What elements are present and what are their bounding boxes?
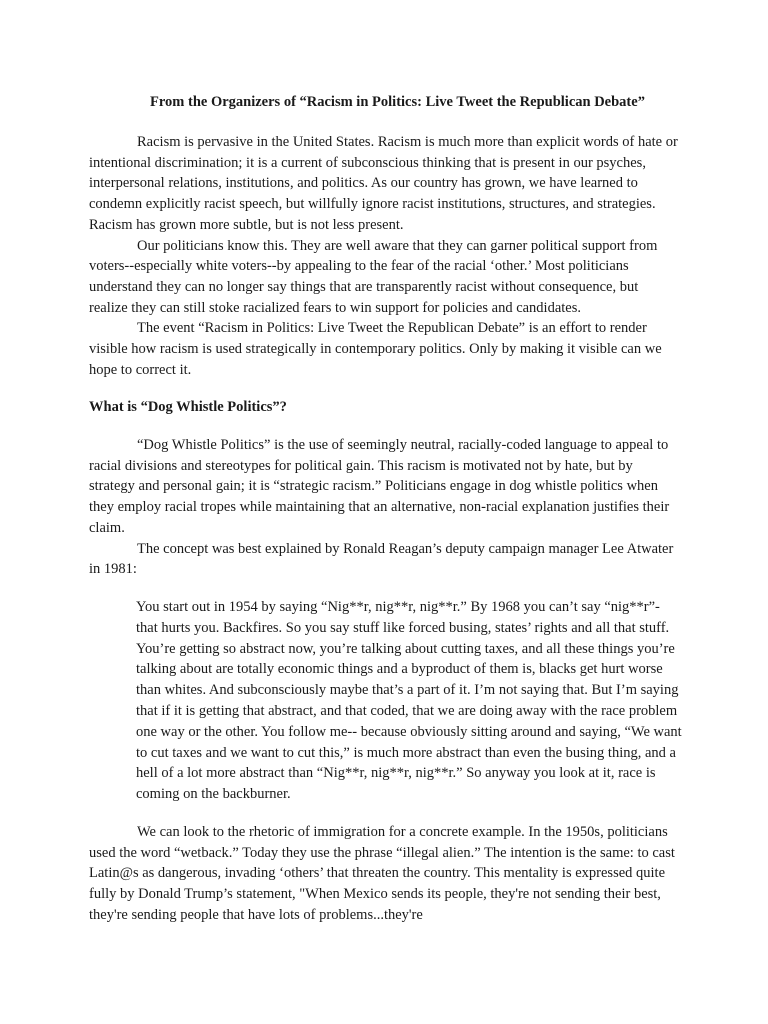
section-paragraph-2: The concept was best explained by Ronald Reagan’s deputy campaign manager Lee Atwater in 1981: (89, 540, 674, 578)
quote-text: You start out in 1954 by saying “Nig**r, nig**r, nig**r.” By 1968 you can’t say “nig**r”- that hurts you. Backfires. So you say stuff like forced busing, states’ rights and all that stuff. You’re getting so abstract now, you’re talking about cutting taxes, and all these things you’re talking about are totally economic things and a byproduct of them is, blacks get hurt worse than whites. And subconsciously maybe that’s a part of it. I’m not saying that. But I’m saying that if it is getting that abstract, and that coded, that we are doing away with the race problem one way or the other. You follow me-- because obviously sitting around and saying, “We want to cut taxes and we want to cut this,” is much more abstract than even the busing thing, and a hell of a lot more abstract than “Nig**r, nig**r, nig**r.” So anyway you look at it, race is coming on the backburner. (136, 599, 682, 803)
dog-whistle-section (89, 435, 679, 580)
intro-paragraph-2: Our politicians know this. They are well aware that they can garner political support from voters--especially white voters--by appealing to the fear of the racial ‘other.’ Most politicians understand they can no longer say things that are transparently racist without consequence, but realize they can still stoke racialized fears to win support for policies and candidates. (89, 237, 658, 316)
closing-section (89, 822, 679, 926)
section-heading: What is “Dog Whistle Politics”? (89, 399, 287, 415)
intro-section (89, 132, 679, 380)
atwater-quote (136, 597, 684, 805)
section-paragraph-1: “Dog Whistle Politics” is the use of seemingly neutral, racially-coded language to appeal to racial divisions and stereotypes for political gain. This racism is motivated not by hate, but by strategy and personal gain; it is “strategic racism.” Politicians engage in dog whistle politics when they employ racial tropes while maintaining that an alternative, non-racial explanation justifies their claim. (89, 437, 670, 536)
intro-paragraph-3: The event “Racism in Politics: Live Tweet the Republican Debate” is an effort to render visible how racism is used strategically in contemporary politics. Only by making it visible can we hope to correct it. (89, 320, 662, 378)
intro-paragraph-1: Racism is pervasive in the United States. Racism is much more than explicit words of hate or intentional discrimination; it is a current of subconscious thinking that is present in our psyches, interpersonal relations, institutions, and politics. As our country has grown, we have learned to condemn explicitly racist speech, but willfully ignore racist institutions, structures, and strategies. Racism has grown more subtle, but is not less present. (89, 134, 678, 233)
document-title: From the Organizers of “Racism in Politics: Live Tweet the Republican Debate” (150, 94, 645, 110)
closing-paragraph: We can look to the rhetoric of immigration for a concrete example. In the 1950s, politicians used the word “wetback.” Today they use the phrase “illegal alien.” The intention is the same: to cast Latin@s as dangerous, invading ‘others’ that threaten the country. This mentality is expressed quite fully by Donald Trump’s statement, "When Mexico sends its people, they're not sending their best, they're sending people that have lots of problems...they're (89, 824, 675, 923)
